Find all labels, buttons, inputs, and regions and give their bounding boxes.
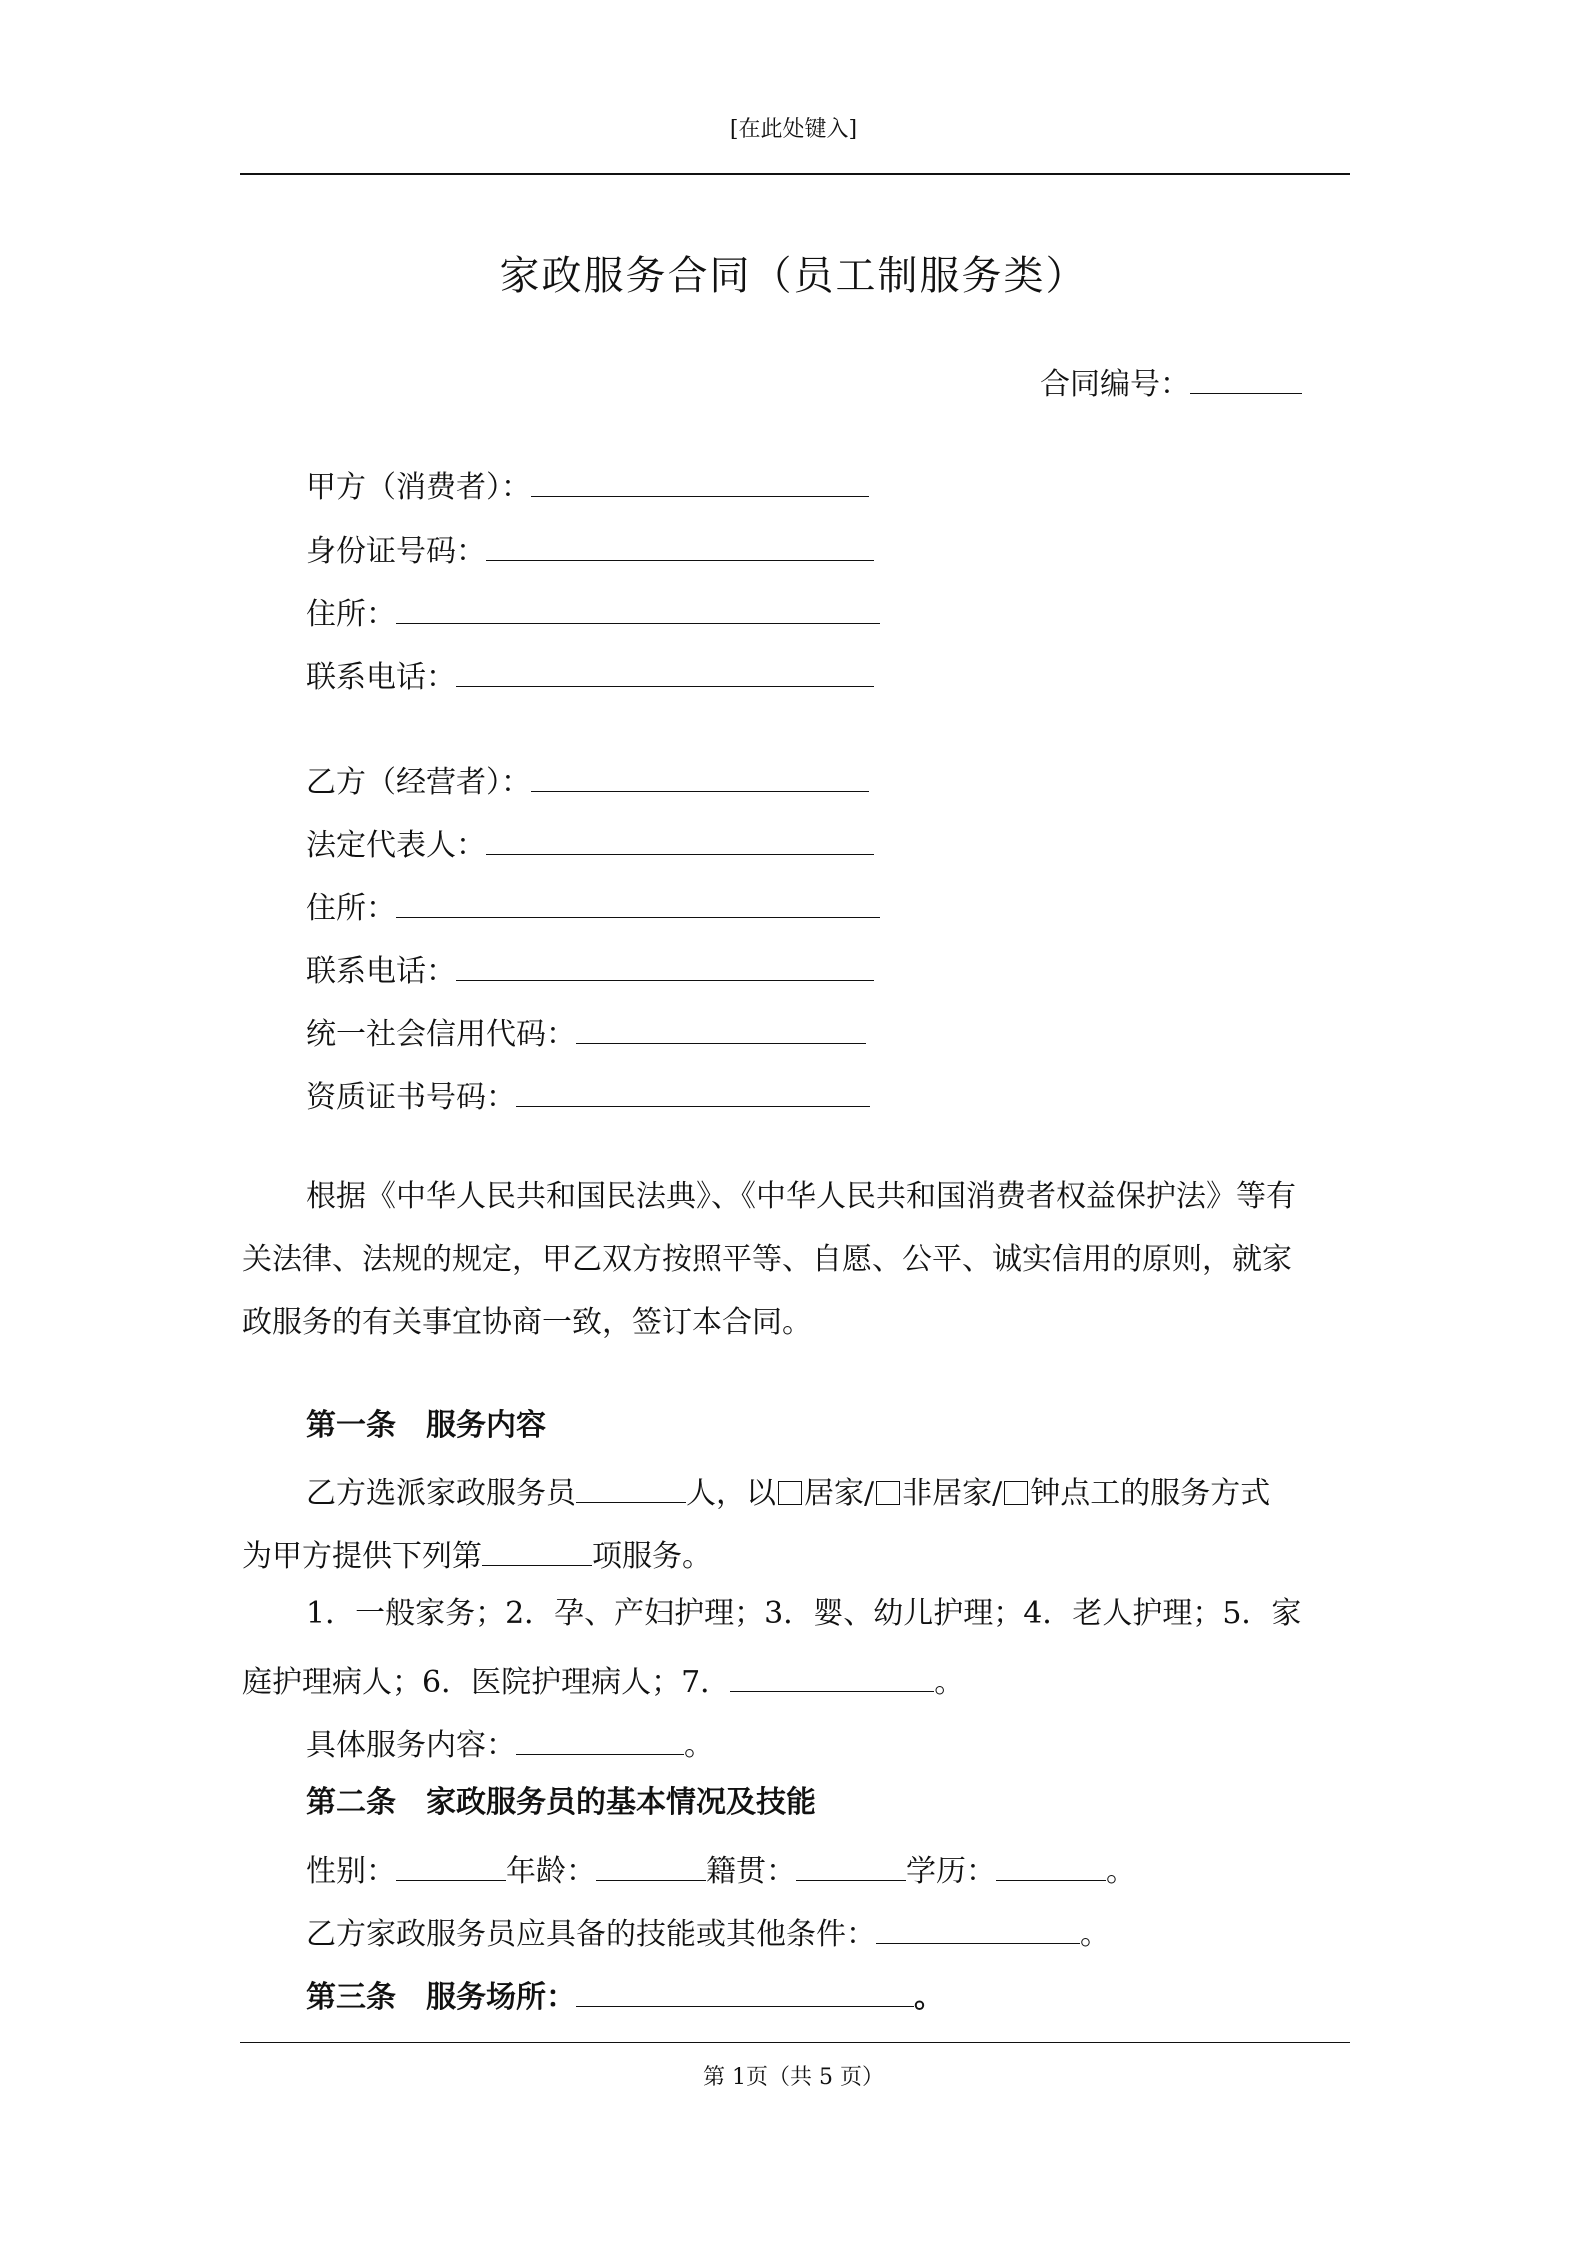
article-1-text: 。	[684, 1728, 714, 1763]
education-blank[interactable]	[996, 1844, 1106, 1881]
preamble-line-2: 关法律、法规的规定，甲乙双方按照平等、自愿、公平、诚实信用的原则，就家	[242, 1242, 1292, 1277]
article-1-text: 项服务。	[592, 1539, 712, 1574]
article-1-line-2	[242, 1529, 712, 1579]
article-1-text: 乙方选派家政服务员	[306, 1476, 576, 1511]
worker-count-blank[interactable]	[576, 1466, 686, 1503]
party-b-credit-code-field	[306, 1007, 866, 1057]
party-a-address-field	[306, 587, 880, 637]
party-b-name-blank[interactable]	[531, 755, 869, 792]
party-a-id-blank[interactable]	[486, 524, 874, 561]
party-b-credit-code-label: 统一社会信用代码：	[306, 1017, 576, 1052]
party-b-name-field	[306, 755, 869, 805]
party-b-phone-blank[interactable]	[456, 944, 874, 981]
header-divider	[240, 173, 1350, 175]
preamble-line-1: 根据《中华人民共和国民法典》、《中华人民共和国消费者权益保护法》等有	[306, 1179, 1296, 1214]
party-a-phone-label: 联系电话：	[306, 660, 456, 695]
article-1-text: 庭护理病人；6．医院护理病人；7．	[242, 1665, 731, 1700]
party-a-name-blank[interactable]	[531, 460, 869, 497]
service-item-blank[interactable]	[482, 1529, 592, 1566]
article-1-text: 人，以	[686, 1476, 776, 1511]
article-3-line	[306, 1970, 944, 2020]
party-b-address-blank[interactable]	[396, 881, 880, 918]
article-1-text: 为甲方提供下列第	[242, 1539, 482, 1574]
skills-label: 乙方家政服务员应具备的技能或其他条件：	[306, 1917, 876, 1952]
skills-blank[interactable]	[876, 1907, 1080, 1944]
live-in-checkbox[interactable]	[778, 1481, 802, 1505]
party-a-phone-blank[interactable]	[456, 650, 874, 687]
party-b-address-label: 住所：	[306, 891, 396, 926]
contract-number-field	[1040, 357, 1302, 403]
document-title: 家政服务合同（员工制服务类）	[499, 253, 1088, 299]
age-label: 年龄：	[506, 1854, 596, 1889]
party-b-phone-field	[306, 944, 874, 994]
party-a-name-field	[306, 460, 869, 510]
live-in-label: 居家/	[804, 1476, 875, 1511]
contract-number-blank[interactable]	[1190, 357, 1302, 394]
article-1-heading: 第一条 服务内容	[306, 1408, 546, 1443]
hourly-label: 钟点工的服务方式	[1030, 1476, 1271, 1511]
party-b-name-label: 乙方（经营者）：	[306, 765, 531, 800]
party-b-cert-blank[interactable]	[516, 1070, 870, 1107]
worker-info-line	[306, 1844, 1136, 1894]
article-1-text: 。	[934, 1665, 965, 1700]
service-detail-label: 具体服务内容：	[306, 1728, 516, 1763]
non-live-in-checkbox[interactable]	[876, 1481, 900, 1505]
page-number: 第 1页（共 5 页）	[703, 2065, 884, 2090]
footer-divider	[240, 2042, 1350, 2043]
article-1-line-4	[242, 1655, 964, 1705]
hourly-checkbox[interactable]	[1004, 1481, 1028, 1505]
article-2-text: 。	[1080, 1917, 1110, 1952]
gender-blank[interactable]	[396, 1844, 506, 1881]
header-placeholder[interactable]: [在此处键入]	[729, 117, 858, 142]
skills-field	[306, 1907, 1110, 1957]
party-b-address-field	[306, 881, 880, 931]
party-b-rep-blank[interactable]	[486, 818, 874, 855]
party-b-cert-label: 资质证书号码：	[306, 1080, 516, 1115]
preamble-line-3: 政服务的有关事宜协商一致，签订本合同。	[242, 1305, 812, 1340]
origin-label: 籍贯：	[706, 1854, 796, 1889]
service-detail-field	[306, 1718, 714, 1768]
party-b-credit-code-blank[interactable]	[576, 1007, 866, 1044]
party-a-name-label: 甲方（消费者）：	[306, 470, 531, 505]
article-1-line-1	[306, 1466, 1270, 1516]
article-3-text: 。	[914, 1980, 944, 2015]
party-a-address-label: 住所：	[306, 597, 396, 632]
other-service-blank[interactable]	[730, 1655, 934, 1692]
party-a-id-field	[306, 524, 874, 574]
article-1-line-3: 1．一般家务；2．孕、产妇护理；3．婴、幼儿护理；4．老人护理；5．家	[306, 1596, 1302, 1631]
party-a-address-blank[interactable]	[396, 587, 880, 624]
party-b-phone-label: 联系电话：	[306, 954, 456, 989]
article-3-heading: 第三条 服务场所：	[306, 1980, 576, 2015]
education-label: 学历：	[906, 1854, 996, 1889]
age-blank[interactable]	[596, 1844, 706, 1881]
gender-label: 性别：	[306, 1854, 396, 1889]
article-2-text: 。	[1106, 1854, 1136, 1889]
party-b-cert-field	[306, 1070, 870, 1120]
non-live-in-label: 非居家/	[902, 1476, 1003, 1511]
party-b-rep-label: 法定代表人：	[306, 828, 486, 863]
party-a-id-label: 身份证号码：	[306, 534, 486, 569]
article-2-heading: 第二条 家政服务员的基本情况及技能	[306, 1785, 816, 1820]
service-detail-blank[interactable]	[516, 1718, 684, 1755]
contract-number-label: 合同编号：	[1040, 367, 1190, 402]
service-location-blank[interactable]	[576, 1970, 914, 2007]
party-a-phone-field	[306, 650, 874, 700]
origin-blank[interactable]	[796, 1844, 906, 1881]
party-b-rep-field	[306, 818, 874, 868]
